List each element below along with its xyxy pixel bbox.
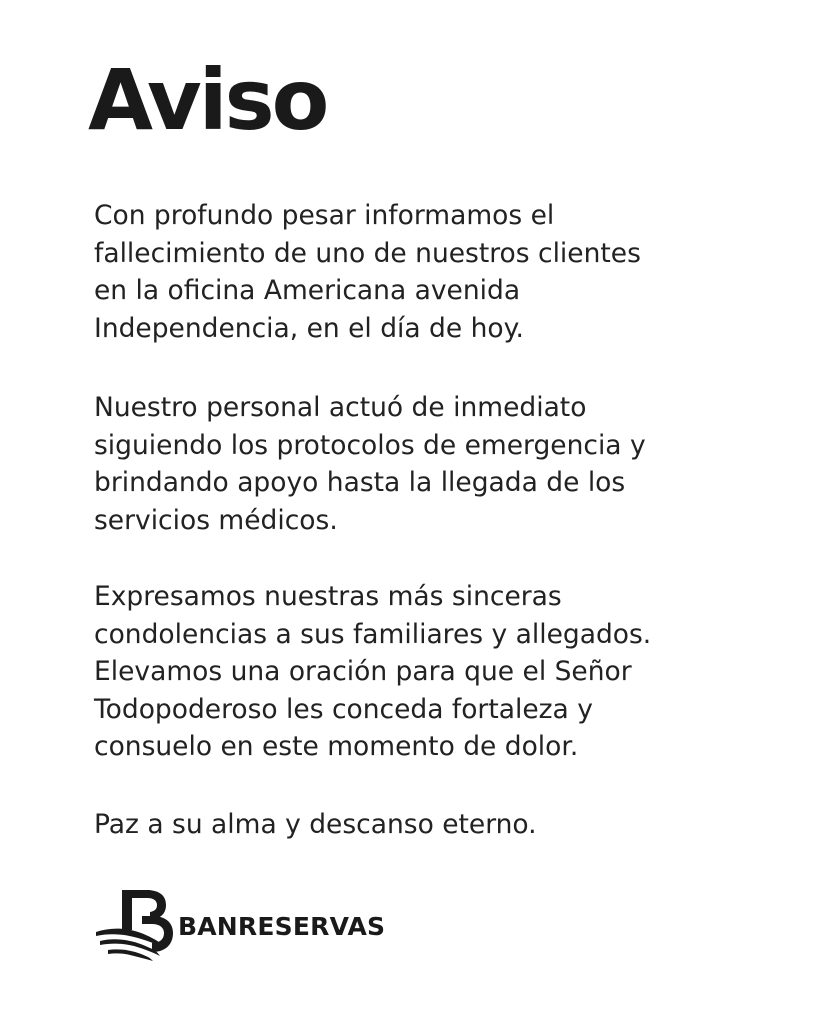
notice-paragraph-closing: Paz a su alma y descanso eterno.: [94, 809, 537, 840]
notice-paragraph-staff-response: Nuestro personal actuó de inmediato siguiendo los protocolos de emergencia y brindando apoyo hasta la llegada de los servicios médicos.: [94, 392, 646, 536]
notice-paragraph-announcement: Con profundo pesar informamos el fallecimiento de uno de nuestros clientes en la oficina Americana avenida Independencia, en el día de hoy.: [94, 200, 641, 344]
banreservas-b-logo-icon: [94, 886, 176, 962]
notice-title: Aviso: [88, 51, 327, 149]
brand-signature: [94, 886, 434, 962]
notice-paragraph-condolences: Expresamos nuestras más sinceras condolencias a sus familiares y allegados. Elevamos una oración para que el Señor Todopoderoso les conceda fortaleza y consuelo en este momento de dolor.: [94, 581, 652, 762]
brand-name: BANRESERVAS: [178, 912, 386, 941]
